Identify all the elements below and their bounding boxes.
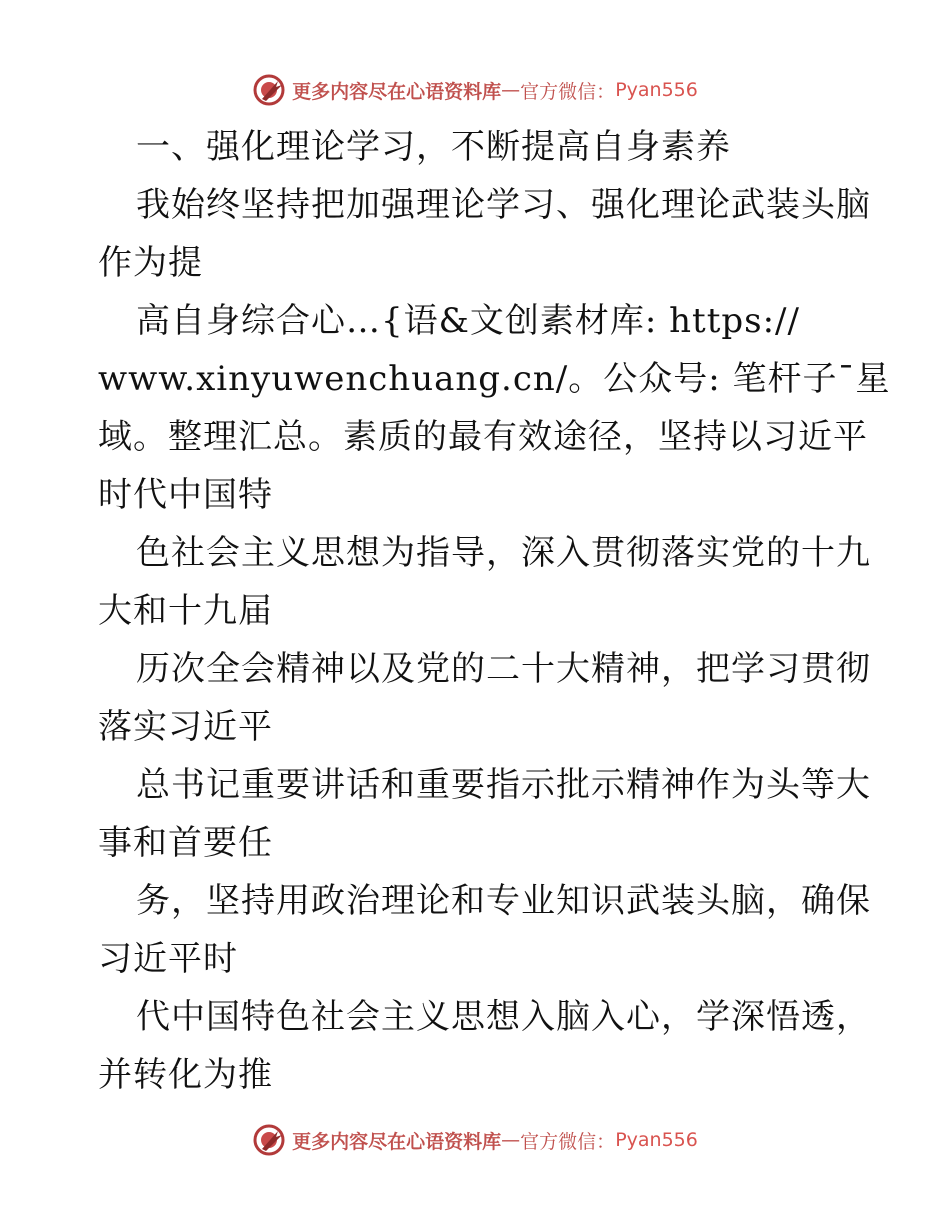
header-banner — [0, 70, 950, 110]
footer-banner — [0, 1120, 950, 1160]
paragraph-line: 作为提 — [98, 243, 203, 283]
paragraph-line: 域。整理汇总。素质的最有效途径，坚持以习近平 — [98, 417, 868, 457]
paragraph-line: 大和十九届 — [98, 591, 273, 631]
banner-dash: — — [501, 1129, 521, 1151]
section-heading: 一、强化理论学习，不断提高自身素养 — [136, 127, 731, 167]
paragraph-line: 总书记重要讲话和重要指示批示精神作为头等大 — [136, 765, 871, 805]
banner-handle: Pyan556 — [615, 1129, 698, 1151]
paragraph-line: 事和首要任 — [98, 823, 273, 863]
paragraph-line: 历次全会精神以及党的二十大精神，把学习贯彻 — [136, 649, 871, 689]
paragraph-line: 务，坚持用政治理论和专业知识武装头脑，确保 — [136, 881, 871, 921]
banner-wechat-label: 官方微信： — [520, 1130, 616, 1153]
banner-title: 更多内容尽在心语资料库 — [292, 1130, 502, 1153]
banner-handle: Pyan556 — [615, 79, 698, 101]
quill-logo-icon — [252, 1123, 286, 1157]
paragraph-line: 色社会主义思想为指导，深入贯彻落实党的十九 — [136, 533, 871, 573]
paragraph-line: 高自身综合心…{语&文创素材库: https:// — [136, 301, 800, 341]
quill-logo-icon — [252, 73, 286, 107]
banner-wechat-label: 官方微信： — [520, 80, 616, 103]
document-body — [98, 118, 891, 1104]
paragraph-line: 并转化为推 — [98, 1055, 273, 1095]
banner-dash: — — [501, 79, 521, 101]
paragraph-line: 代中国特色社会主义思想入脑入心，学深悟透， — [136, 997, 871, 1037]
paragraph-line: 我始终坚持把加强理论学习、强化理论武装头脑 — [136, 185, 871, 225]
paragraph-line: 落实习近平 — [98, 707, 273, 747]
banner-title: 更多内容尽在心语资料库 — [292, 80, 502, 103]
paragraph-line: 时代中国特 — [98, 475, 273, 515]
paragraph-line: www.xinyuwenchuang.cn/。公众号: 笔杆子¯星 — [98, 359, 891, 399]
paragraph-line: 习近平时 — [98, 939, 238, 979]
